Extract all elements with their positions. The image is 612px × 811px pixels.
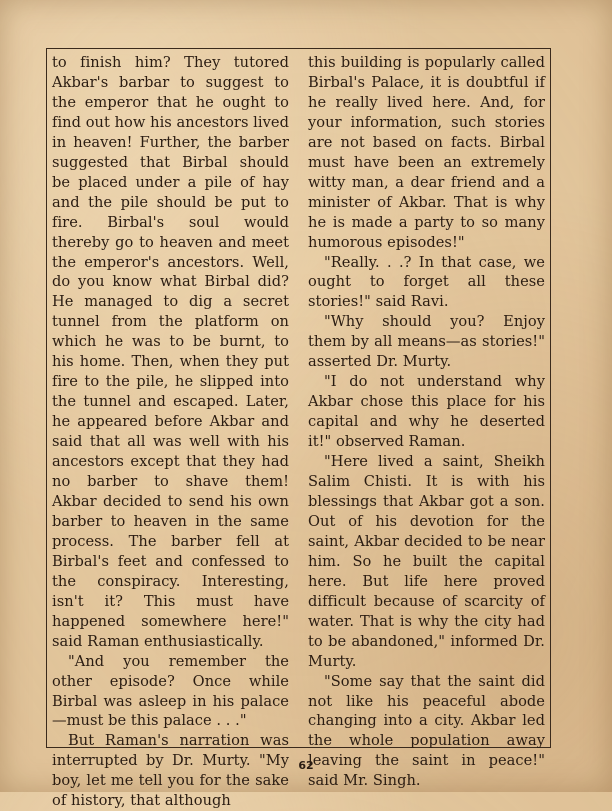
- page-number: 62: [298, 759, 314, 772]
- left-paragraph-2: "And you remember the other episode? Once while Birbal was asleep in his palace—must be this palace . . .": [52, 652, 289, 730]
- left-column: [52, 53, 289, 811]
- right-paragraph-5: "Here lived a saint, Sheikh Salim Chisti. It is with his blessings that Akbar got a son. Out of his devotion for the saint, Akbar decided to be near him. So he built the capital here. But life here proved difficult because of scarcity of water. That is why the city had to be abandoned," informed Dr. Murty.: [308, 453, 545, 670]
- right-paragraph-2: "Really. . .? In that case, we ought to forget all these stories!" said Ravi.: [308, 253, 545, 311]
- right-paragraph-4: "I do not understand why Akbar chose this place for his capital and why he deserted it!" observed Raman.: [308, 373, 545, 451]
- left-paragraph-1: to finish him? They tutored Akbar's barbar to suggest to the emperor that he ought to find out how his ancestors lived in heaven! Further, the barber suggested that Birbal should be placed under a pile of hay and the pile should be put to fire. Birbal's soul would thereby go to heaven and meet the emperor's ancestors. Well, do you know what Birbal did? He managed to dig a secret tunnel from the platform on which he was to be burnt, to his home. Then, when they put fire to the pile, he slipped into the tunnel and escaped. Later, he appeared before Akbar and said that all was well with his ancestors except that they had no barber to shave them! Akbar decided to send his own barber to heaven in the same process. The barber fell at Birbal's feet and confessed to the conspiracy. Interesting, isn't it? This must have happened somewhere here!" said Raman enthusiastically.: [52, 54, 289, 650]
- right-paragraph-6: "Some say that the saint did not like his peaceful abode changing into a city. Akbar led the whole population away leaving the saint in peace!" said Mr. Singh.: [308, 672, 545, 790]
- right-paragraph-3: "Why should you? Enjoy them by all means—as stories!" asserted Dr. Murty.: [308, 313, 545, 371]
- right-paragraph-1: this building is popularly called Birbal's Palace, it is doubtful if he really lived here. And, for your information, such stories are not based on facts. Birbal must have been an extremely witty man, a dear friend and a minister of Akbar. That is why he is made a party to so many humorous episodes!": [308, 54, 545, 251]
- left-paragraph-3: But Raman's narration was interrupted by Dr. Murty. "My boy, let me tell you for the sake of history, that although: [52, 732, 289, 810]
- right-column: [308, 53, 545, 791]
